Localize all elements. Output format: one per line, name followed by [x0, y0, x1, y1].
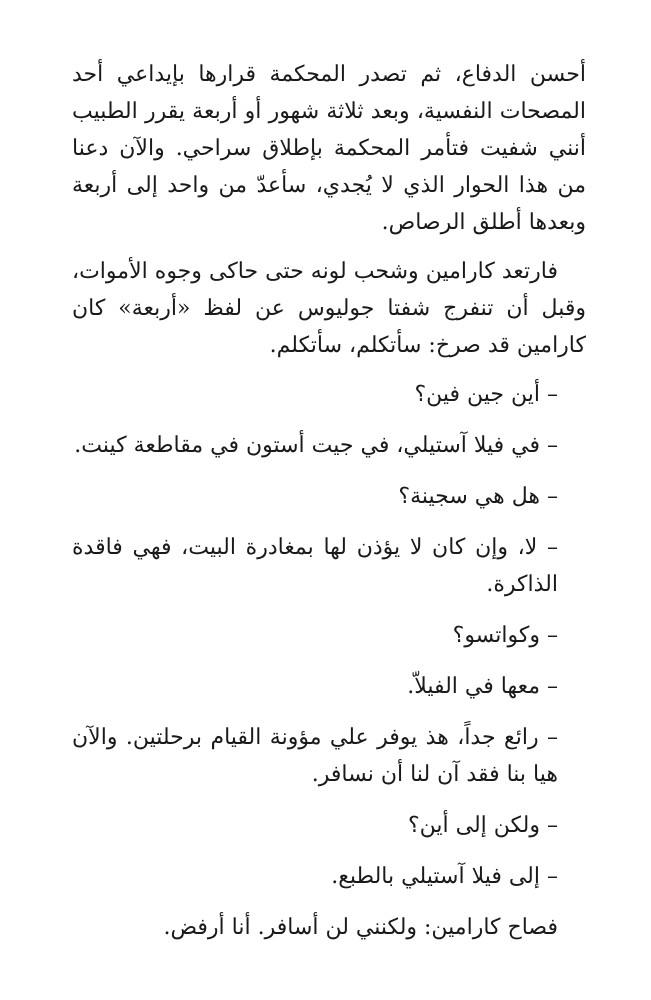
dialogue-line: – هل هي سجينة؟ [398, 484, 558, 509]
dialogue-line: – رائع جداً، هذ يوفر علي مؤونة القيام برحلتين. والآن هيا بنا فقد آن لنا أن نسافر. [72, 725, 558, 787]
dialogue-line: – ولكن إلى أين؟ [407, 813, 558, 838]
book-page [72, 56, 586, 960]
dialogue-line: – وكواتسو؟ [452, 623, 558, 648]
dialogue-line: – معها في الفيلاّ. [407, 674, 558, 699]
narrative-paragraph: فارتعد كارامين وشحب لونه حتى حاكى وجوه الأموات، وقبل أن تنفرج شفتا جوليوس عن لفظ «أربعة» كان كارامين قد صرخ: سأتكلم، سأتكلم. [72, 259, 586, 358]
narrative-paragraph: أحسن الدفاع، ثم تصدر المحكمة قرارها بإيداعي أحد المصحات النفسية، وبعد ثلاثة شهور أو أربعة يقرر الطبيب أنني شفيت فتأمر المحكمة بإطلاق سراحي. والآن دعنا من هذا الحوار الذي لا يُجدي، سأعدّ من واحد إلى أربعة وبعدها أطلق الرصاص. [72, 62, 586, 235]
dialogue-line: – في فيلا آستيلي، في جيت أستون في مقاطعة كينت. [74, 433, 558, 458]
dialogue-line: – لا، وإن كان لا يؤذن لها بمغادرة البيت، فهي فاقدة الذاكرة. [72, 535, 558, 597]
dialogue-line: – أين جين فين؟ [414, 382, 558, 407]
narrative-closing-line: فصاح كارامين: ولكنني لن أسافر. أنا أرفض. [163, 915, 558, 940]
dialogue-line: – إلى فيلا آستيلي بالطبع. [331, 864, 558, 889]
